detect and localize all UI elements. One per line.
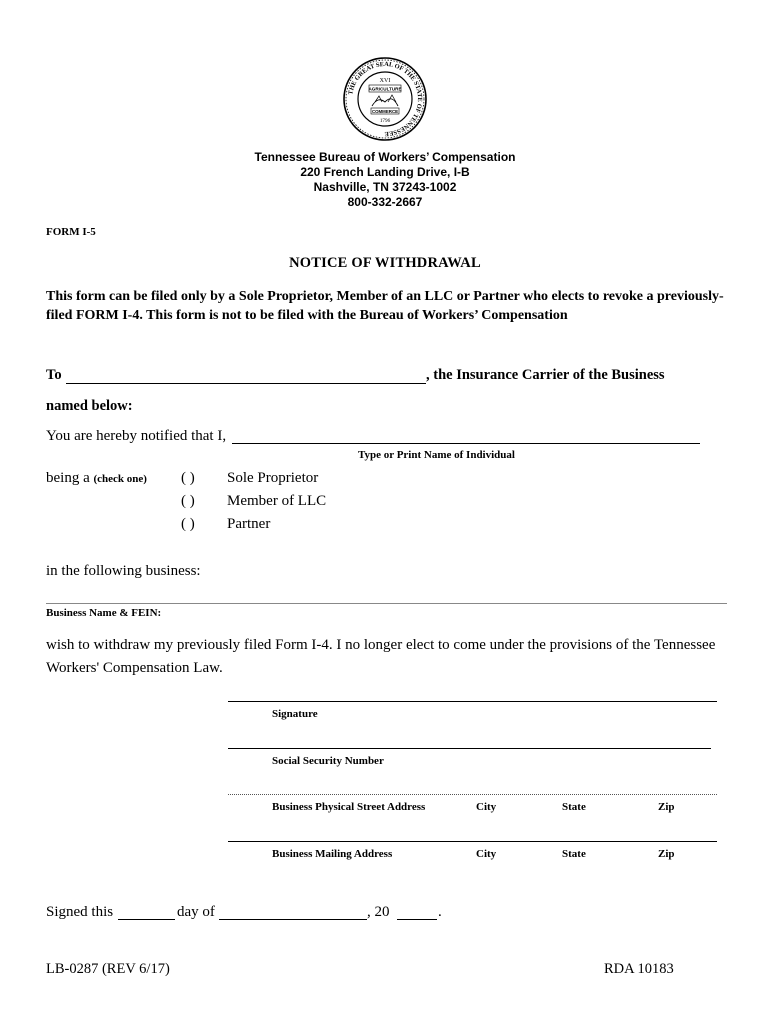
state-seal bbox=[342, 56, 428, 142]
signed-day-label: day of bbox=[177, 904, 215, 920]
mailing-state-caption: State bbox=[562, 848, 586, 860]
signed-year-field[interactable] bbox=[397, 919, 437, 920]
carrier-name-field[interactable] bbox=[66, 383, 426, 384]
agency-street: 220 French Landing Drive, I-B bbox=[300, 165, 470, 179]
seal-year: 1796 bbox=[379, 118, 391, 124]
physical-city-caption: City bbox=[476, 801, 497, 813]
business-name-caption: Business Name & FEIN: bbox=[46, 607, 162, 619]
agency-header bbox=[0, 150, 770, 210]
seal-bottom-word: COMMERCE bbox=[371, 109, 399, 114]
signature-caption: Signature bbox=[272, 708, 318, 720]
checkbox-sole-proprietor[interactable]: ( ) bbox=[181, 470, 195, 486]
signed-day-field[interactable] bbox=[118, 919, 175, 920]
form-revision: LB-0287 (REV 6/17) bbox=[46, 961, 170, 977]
mailing-city-caption: City bbox=[476, 848, 497, 860]
mailing-zip-caption: Zip bbox=[658, 848, 675, 860]
checkbox-partner[interactable]: ( ) bbox=[181, 516, 195, 532]
option-sole-proprietor: Sole Proprietor bbox=[227, 470, 319, 486]
agency-phone: 800-332-2667 bbox=[347, 195, 423, 209]
ssn-field[interactable] bbox=[228, 748, 711, 749]
option-member-llc: Member of LLC bbox=[227, 493, 327, 509]
rda-number: RDA 10183 bbox=[604, 961, 674, 977]
signed-year-label: , 20 bbox=[367, 904, 390, 920]
to-suffix: , the Insurance Carrier of the Business bbox=[426, 367, 665, 383]
physical-zip-caption: Zip bbox=[658, 801, 675, 813]
to-continued: named below: bbox=[46, 398, 133, 414]
individual-name-field[interactable] bbox=[232, 443, 700, 444]
physical-address-field[interactable] bbox=[228, 794, 717, 795]
agency-name: Tennessee Bureau of Workers’ Compensation bbox=[254, 150, 516, 164]
signed-end: . bbox=[438, 904, 442, 920]
seal-roman: XVI bbox=[379, 78, 391, 84]
withdraw-statement: wish to withdraw my previously filed Form I-4. I no longer elect to come under the provisions of the Tennessee Workers' Compensation Law. bbox=[46, 637, 716, 676]
being-a-label bbox=[46, 470, 147, 487]
seal-top-word: AGRICULTURE bbox=[368, 86, 402, 92]
signed-month-field[interactable] bbox=[219, 919, 367, 920]
being-prefix: being a bbox=[46, 470, 90, 486]
ssn-caption: Social Security Number bbox=[272, 755, 384, 767]
form-number: FORM I-5 bbox=[46, 226, 96, 238]
mailing-address-caption: Business Mailing Address bbox=[272, 848, 393, 860]
mailing-address-field[interactable] bbox=[228, 841, 717, 842]
agency-city: Nashville, TN 37243-1002 bbox=[313, 180, 457, 194]
check-one-hint: (check one) bbox=[93, 473, 147, 485]
notified-text: You are hereby notified that I, bbox=[46, 428, 227, 444]
physical-address-caption: Business Physical Street Address bbox=[272, 801, 426, 813]
individual-name-caption: Type or Print Name of Individual bbox=[358, 449, 515, 461]
seal-ring-text: THE GREAT SEAL OF THE STATE OF TENNESSEE bbox=[347, 60, 424, 138]
intro-paragraph: This form can be filed only by a Sole Proprietor, Member of an LLC or Partner who elects to revoke a previously-filed FORM I-4. This form is not to be filed with the Bureau of Workers’ Compensation bbox=[46, 289, 724, 323]
checkbox-member-llc[interactable]: ( ) bbox=[181, 493, 195, 509]
signed-prefix: Signed this bbox=[46, 904, 114, 920]
to-label: To bbox=[46, 367, 62, 383]
seal-graphic bbox=[342, 56, 428, 142]
business-name-field[interactable] bbox=[46, 603, 727, 604]
signature-field[interactable] bbox=[228, 701, 717, 702]
business-intro: in the following business: bbox=[46, 563, 201, 579]
physical-state-caption: State bbox=[562, 801, 586, 813]
option-partner: Partner bbox=[227, 516, 271, 532]
page-title: NOTICE OF WITHDRAWAL bbox=[289, 255, 481, 271]
